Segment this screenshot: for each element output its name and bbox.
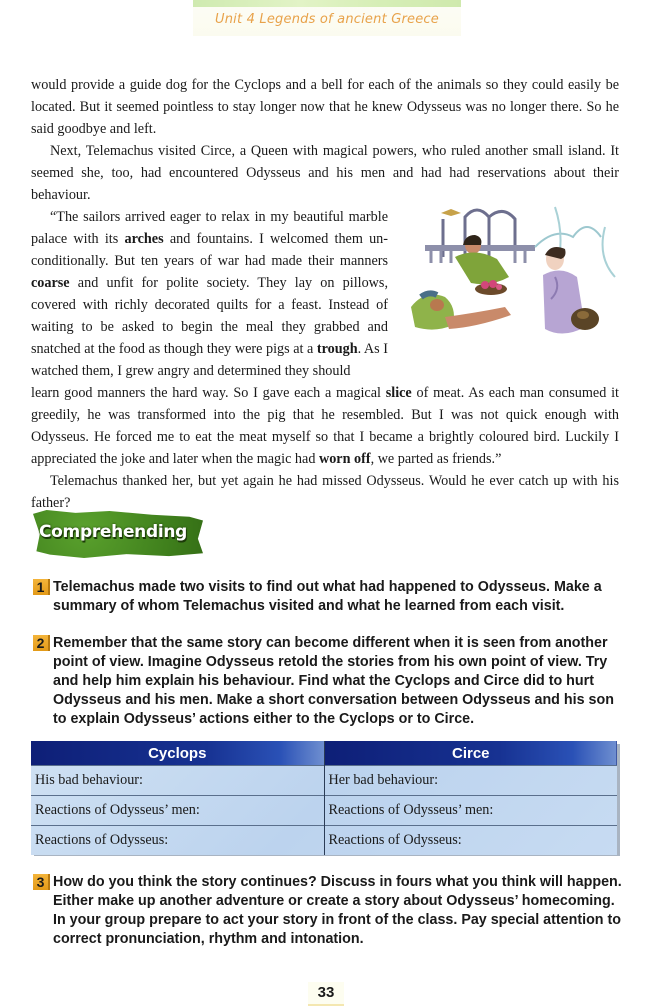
- table-cell: Reactions of Odysseus:: [324, 826, 617, 856]
- table-row: [31, 766, 617, 796]
- circe-quote-paragraph: [31, 206, 388, 382]
- table-cell: Reactions of Odysseus:: [31, 826, 324, 856]
- vocab-word-trough: trough: [316, 341, 358, 357]
- task-instruction: How do you think the story continues? Discuss in fours what you think will happen. Either make up another adventure or create a story about Odysseus’ homecoming. In your group prepare to act your story in front of the class. Pay special attention to correct pronunciation, rhythm and intonation.: [53, 874, 622, 947]
- text-run: . As I watched them, I grew angry and determined they should: [31, 341, 388, 379]
- text-run: “The sailors arrived eager to relax in my beautiful marble palace with its: [31, 209, 388, 247]
- unit-header-band: [193, 0, 461, 36]
- table-row: [31, 796, 617, 826]
- table-cell: His bad behaviour:: [31, 766, 324, 796]
- task-number-badge: 3: [33, 874, 50, 890]
- circe-feast-illustration: [405, 197, 625, 347]
- vocab-word-arches: arches: [124, 231, 164, 247]
- column-header-circe: Circe: [324, 741, 617, 766]
- vocab-word-slice: slice: [385, 385, 412, 401]
- comprehending-section-banner: [33, 510, 203, 558]
- text-run: learn good manners the hard way. So I gave each a magical: [31, 385, 386, 401]
- table-row: [31, 826, 617, 856]
- task-number-badge: 1: [33, 579, 50, 595]
- task-instruction: Telemachus made two visits to find out what had happened to Odysseus. Make a summary of whom Telemachus visited and what he learned from each visit.: [53, 579, 602, 614]
- story-paragraph: Next, Telemachus visited Circe, a Queen with magical powers, who ruled another small island. It seemed she, too, had encountered Odysseus and his men and had had reservations about their behaviour.: [31, 143, 619, 203]
- vocab-word-worn-off: worn off: [318, 451, 371, 467]
- task-instruction: Remember that the same story can become different when it is seen from another point of view. Imagine Odysseus retold the stories from his own point of view. Try and help him explain his behaviour. Find what the Cyclops and Circe did to hurt Odysseus and his men. Make a short conversation between Odysseus and his son to explain Odysseus’ actions either to the Cyclops or to Circe.: [53, 635, 614, 727]
- vocab-word-coarse: coarse: [31, 275, 70, 291]
- table-cell: Her bad behaviour:: [324, 766, 617, 796]
- column-header-cyclops: Cyclops: [31, 741, 324, 766]
- task-3: [33, 873, 623, 949]
- table-header-row: [31, 741, 617, 766]
- header-decoration: [193, 0, 461, 7]
- section-title: Comprehending: [39, 522, 188, 542]
- page-number: 33: [308, 982, 344, 1006]
- text-run: of meat. As each man consumed it greedily, he was transformed into the pig that he resembled. But I was not quick enough with Odysseus. He forced me to eat the meat myself so that I became a brightly coloured bird. Luckily I appreciated the joke and later when the magic had: [31, 385, 619, 467]
- story-paragraph: Telemachus thanked her, but yet again he had missed Odysseus. Would he ever catch up with his father?: [31, 473, 619, 511]
- table-cell: Reactions of Odysseus’ men:: [31, 796, 324, 826]
- task-number-badge: 2: [33, 635, 50, 651]
- text-run: and unfit for polite society. They lay on pillows, covered with richly decorated quilts for a feast. Instead of waiting to be asked to begin the meal they grabbed and snatched at the food as though they were pigs at a: [31, 275, 388, 357]
- illustration-image: [405, 197, 625, 347]
- circe-quote-continued: [31, 382, 619, 470]
- unit-title: Unit 4 Legends of ancient Greece: [215, 12, 439, 27]
- task-2: [33, 634, 623, 729]
- table-cell: Reactions of Odysseus’ men:: [324, 796, 617, 826]
- cyclops-circe-table: [31, 741, 617, 855]
- task-1: [33, 578, 623, 616]
- text-run: , we parted as friends.”: [370, 451, 502, 467]
- text-run: and fountains. I welcomed them un-conditionally. But ten years of war had made their manners: [31, 231, 389, 269]
- comparison-table-container: [31, 741, 617, 853]
- story-paragraph: would provide a guide dog for the Cyclops and a bell for each of the animals so they could easily be located. But it seemed pointless to stay longer now that he knew Odysseus was no longer there. So he said goodbye and left.: [31, 77, 619, 137]
